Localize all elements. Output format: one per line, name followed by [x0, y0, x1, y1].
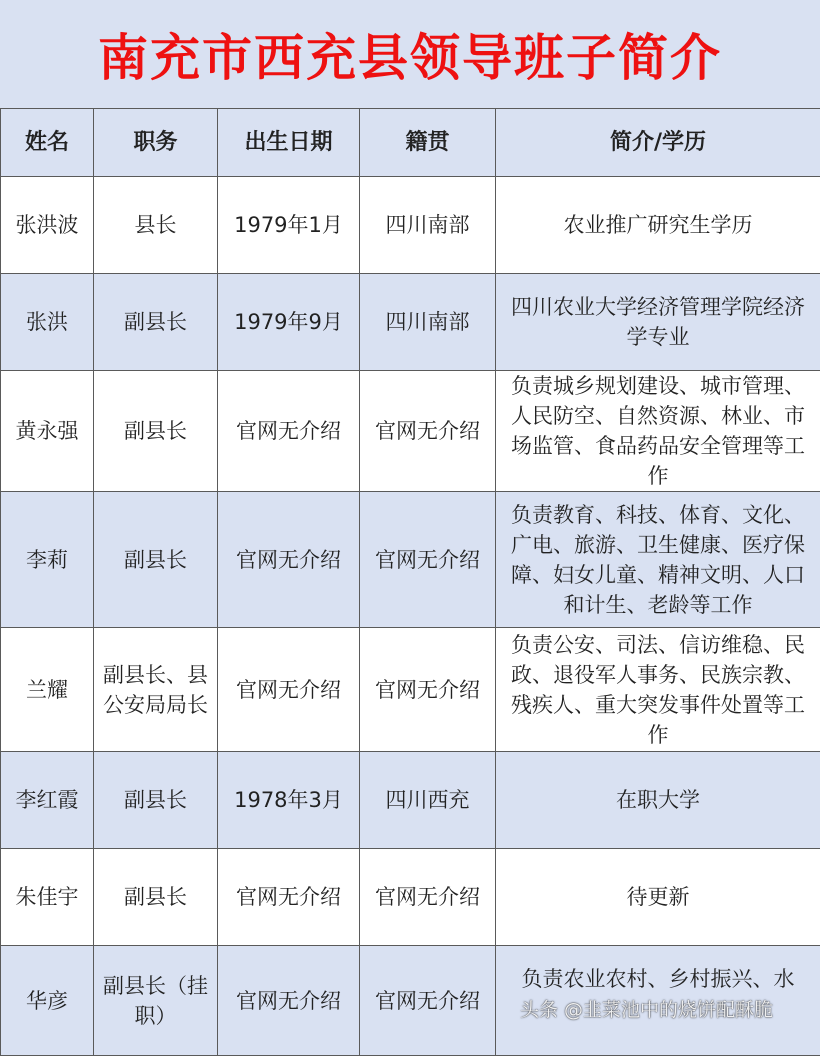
- watermark: 头条 @韭菜池中的烧饼配酥脆: [520, 995, 773, 1022]
- table-row: [1, 849, 820, 946]
- cell-position: 副县长、县公安局局长: [94, 628, 218, 752]
- cell-name: 华彦: [1, 946, 94, 1056]
- table-row: [1, 371, 820, 492]
- page-title: 南充市西充县领导班子简介: [98, 18, 722, 90]
- cell-name: 黄永强: [1, 371, 94, 492]
- cell-name: 朱佳宇: [1, 849, 94, 946]
- cell-origin: 四川南部: [360, 177, 496, 274]
- cell-position: 副县长: [94, 752, 218, 849]
- title-banner: [0, 0, 820, 108]
- cell-birth: 1978年3月: [218, 752, 360, 849]
- cell-profile: 待更新: [496, 849, 820, 946]
- cell-position: 副县长: [94, 492, 218, 628]
- cell-origin: 官网无介绍: [360, 371, 496, 492]
- cell-position: 县长: [94, 177, 218, 274]
- cell-position: 副县长: [94, 274, 218, 371]
- cell-name: 张洪波: [1, 177, 94, 274]
- cell-profile: 负责公安、司法、信访维稳、民政、退役军人事务、民族宗教、残疾人、重大突发事件处置等工作: [496, 628, 820, 752]
- header-origin: 籍贯: [360, 109, 496, 177]
- cell-origin: 四川西充: [360, 752, 496, 849]
- cell-profile: 负责城乡规划建设、城市管理、人民防空、自然资源、林业、市场监管、食品药品安全管理等工作: [496, 371, 820, 492]
- cell-origin: 官网无介绍: [360, 849, 496, 946]
- cell-origin: 官网无介绍: [360, 492, 496, 628]
- cell-profile: 四川农业大学经济管理学院经济学专业: [496, 274, 820, 371]
- header-row: [1, 109, 820, 177]
- table-row: [1, 628, 820, 752]
- cell-birth: 官网无介绍: [218, 849, 360, 946]
- cell-position: 副县长: [94, 371, 218, 492]
- table-row: [1, 492, 820, 628]
- cell-birth: 官网无介绍: [218, 371, 360, 492]
- cell-origin: 四川南部: [360, 274, 496, 371]
- header-profile: 简介/学历: [496, 109, 820, 177]
- cell-profile: 在职大学: [496, 752, 820, 849]
- table-row: [1, 274, 820, 371]
- cell-birth: 1979年9月: [218, 274, 360, 371]
- leadership-table: [0, 108, 820, 1056]
- cell-position: 副县长: [94, 849, 218, 946]
- cell-birth: 官网无介绍: [218, 946, 360, 1056]
- cell-birth: 官网无介绍: [218, 492, 360, 628]
- cell-profile: 负责教育、科技、体育、文化、广电、旅游、卫生健康、医疗保障、妇女儿童、精神文明、人口和计生、老龄等工作: [496, 492, 820, 628]
- cell-name: 李莉: [1, 492, 94, 628]
- cell-name: 张洪: [1, 274, 94, 371]
- cell-birth: 1979年1月: [218, 177, 360, 274]
- header-position: 职务: [94, 109, 218, 177]
- header-name: 姓名: [1, 109, 94, 177]
- cell-profile: 农业推广研究生学历: [496, 177, 820, 274]
- cell-position: 副县长（挂职）: [94, 946, 218, 1056]
- cell-origin: 官网无介绍: [360, 628, 496, 752]
- cell-birth: 官网无介绍: [218, 628, 360, 752]
- table-row: [1, 752, 820, 849]
- cell-origin: 官网无介绍: [360, 946, 496, 1056]
- header-birth: 出生日期: [218, 109, 360, 177]
- cell-profile: 负责农业农村、乡村振兴、水: [496, 946, 820, 1056]
- table-row: [1, 177, 820, 274]
- cell-name: 李红霞: [1, 752, 94, 849]
- cell-name: 兰耀: [1, 628, 94, 752]
